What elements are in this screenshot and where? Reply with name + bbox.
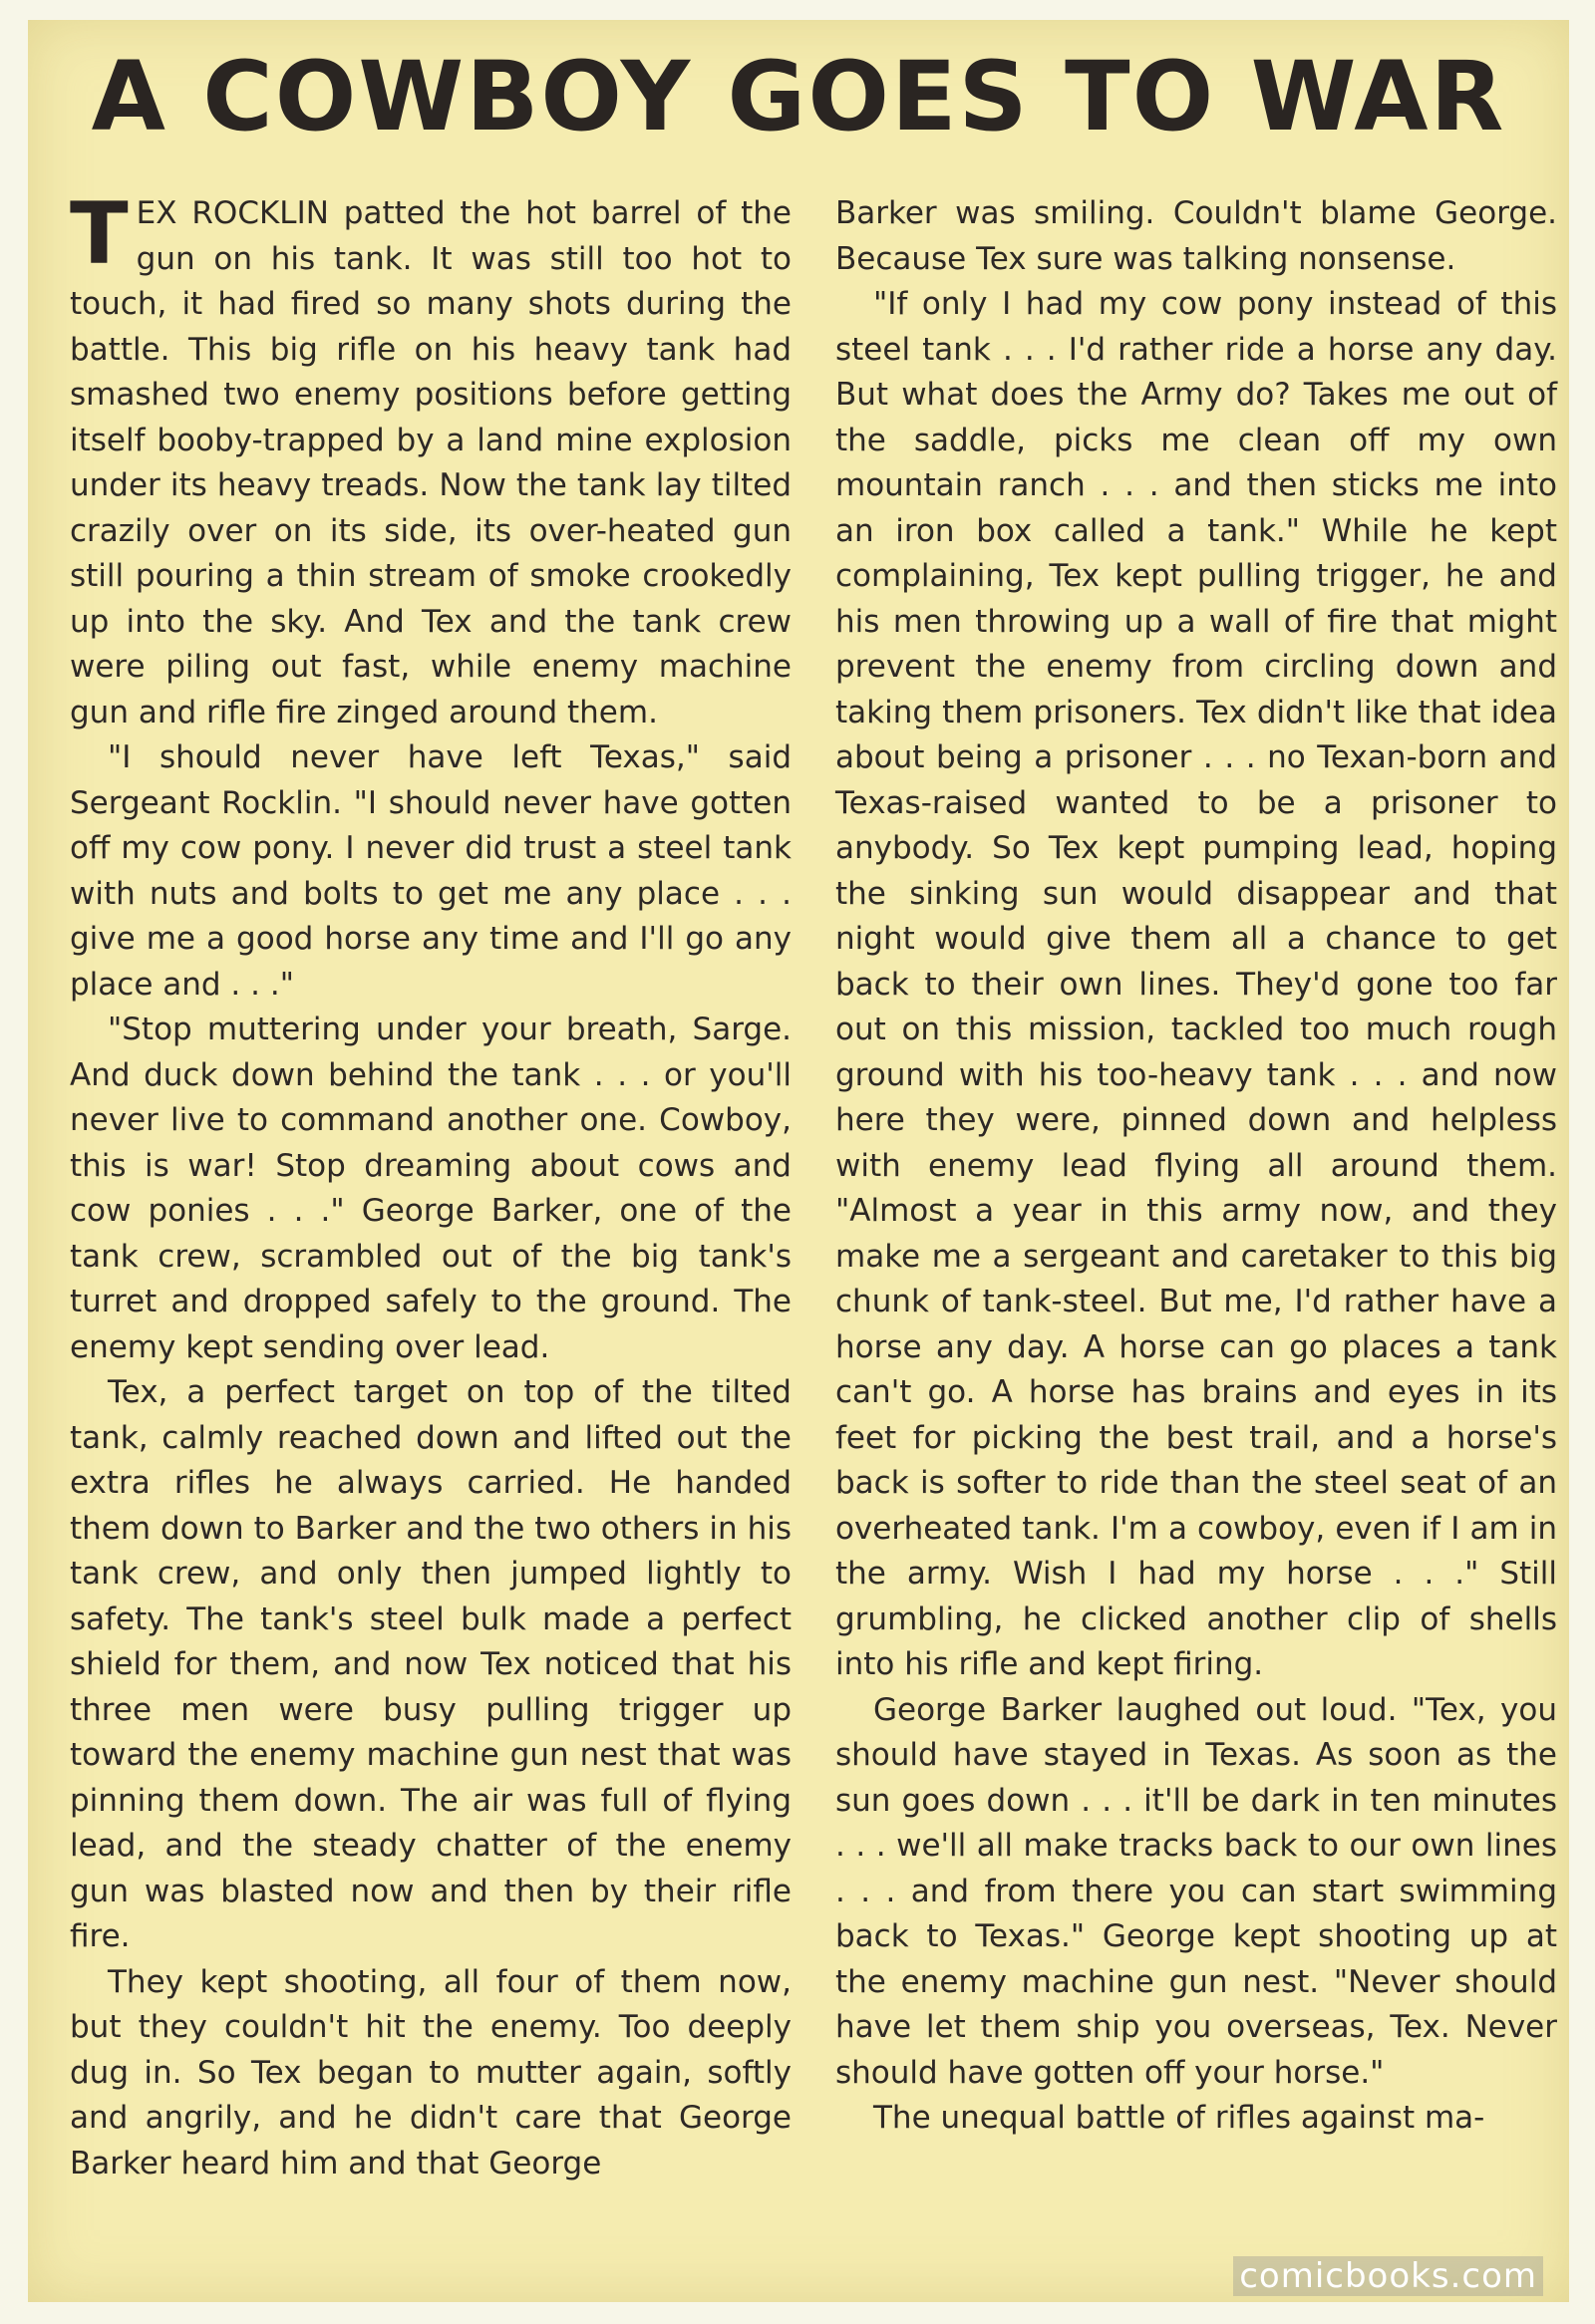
paragraph-4: Tex, a perfect target on top of the tilted tank, calmly reached down and lifted out the extra rifles he always carried. He handed them down to Barker and the two others in his tank crew, and only then jumped lightly to safety. The tank's steel bulk made a perfect shield for them, and now Tex noticed that his three men were busy pulling trigger up toward the enemy machine gun nest that was pinning them down. The air was full of flying lead, and the steady chatter of the enemy gun was blasted now and then by their rifle fire. [70,1374,792,1954]
left-column [70,184,792,2186]
paragraph-8: George Barker laughed out loud. "Tex, you should have stayed in Texas. As soon as the sun goes down . . . it'll be dark in ten minutes . . . we'll all make tracks back to our own lines . . . and from there you can start swimming back to Texas." George kept shooting up at the enemy machine gun nest. "Never should have let them ship you overseas, Tex. Never should have gotten off your horse." [835,1691,1557,2091]
paragraph-7: "If only I had my cow pony instead of this steel tank . . . I'd rather ride a horse any day. But what does the Army do? Takes me out of the saddle, picks me clean off my own mountain ranch . . . and then sticks me into an iron box called a tank." While he kept complaining, Tex kept pulling trigger, he and his men throwing up a wall of fire that might prevent the enemy from circling down and taking them prisoners. Tex didn't like that idea about being a prisoner . . . no Texan-born and Texas-raised wanted to be a prisoner to anybody. So Tex kept pumping lead, hoping the sinking sun would disappear and that night would give them all a chance to get back to their own lines. They'd gone too far out on this mission, tackled too much rough ground with his too-heavy tank . . . and now here they were, pinned down and helpless with enemy lead flying all around them. "Almost a year in this army now, and they make me a sergeant and caretaker to this big chunk of tank-steel. But me, I'd rather have a horse any day. A horse can go places a tank can't go. A horse has brains and eyes in its feet for picking the best trail, and a horse's back is softer to ride than the steel seat of an overheated tank. I'm a cowboy, even if I am in the army. Wish I had my horse . . ." Still grumbling, he clicked another clip of shells into his rifle and kept firing. [835,286,1557,1682]
paragraph-2: "I should never have left Texas," said Sergeant Rocklin. "I should never have gotten off my cow pony. I never did trust a steel tank with nuts and bolts to get me any place . . . give me a good horse any time and I'll go any place and . . ." [70,739,792,1003]
paragraph-1-text: EX ROCKLIN patted the hot barrel of the gun on his tank. It was still too hot to touch, it had fired so many shots during the battle. This big rifle on his heavy tank had smashed two enemy positions before getting itself booby-trapped by a land mine explosion under its heavy treads. Now the tank lay tilted crazily over on its side, its over-heated gun still pouring a thin stream of smoke crookedly up into the sky. And Tex and the tank crew were piling out fast, while enemy machine gun and rifle fire zinged around them. [70,195,792,730]
paragraph-9: The unequal battle of rifles against ma- [873,2100,1485,2136]
site-watermark: comicbooks.com [1233,2256,1543,2296]
right-column [835,191,1557,2142]
story-title: A COWBOY GOES TO WAR [91,41,1506,152]
drop-cap: T [70,184,129,284]
paragraph-3: "Stop muttering under your breath, Sarge. And duck down behind the tank . . . or you'll never live to command another one. Cowboy, this is war! Stop dreaming about cows and cow ponies . . ." George Barker, one of the tank crew, scrambled out of the big tank's turret and dropped safely to the ground. The enemy kept sending over lead. [70,1012,792,1365]
paragraph-1 [70,184,792,735]
paragraph-6: Barker was smiling. Couldn't blame George. Because Tex sure was talking nonsense. [835,195,1557,277]
story-page [28,20,1569,2302]
paragraph-5: They kept shooting, all four of them now, but they couldn't hit the enemy. Too deeply dug in. So Tex began to mutter again, softly and angrily, and he didn't care that George Barker heard him and that George [70,1963,792,2181]
